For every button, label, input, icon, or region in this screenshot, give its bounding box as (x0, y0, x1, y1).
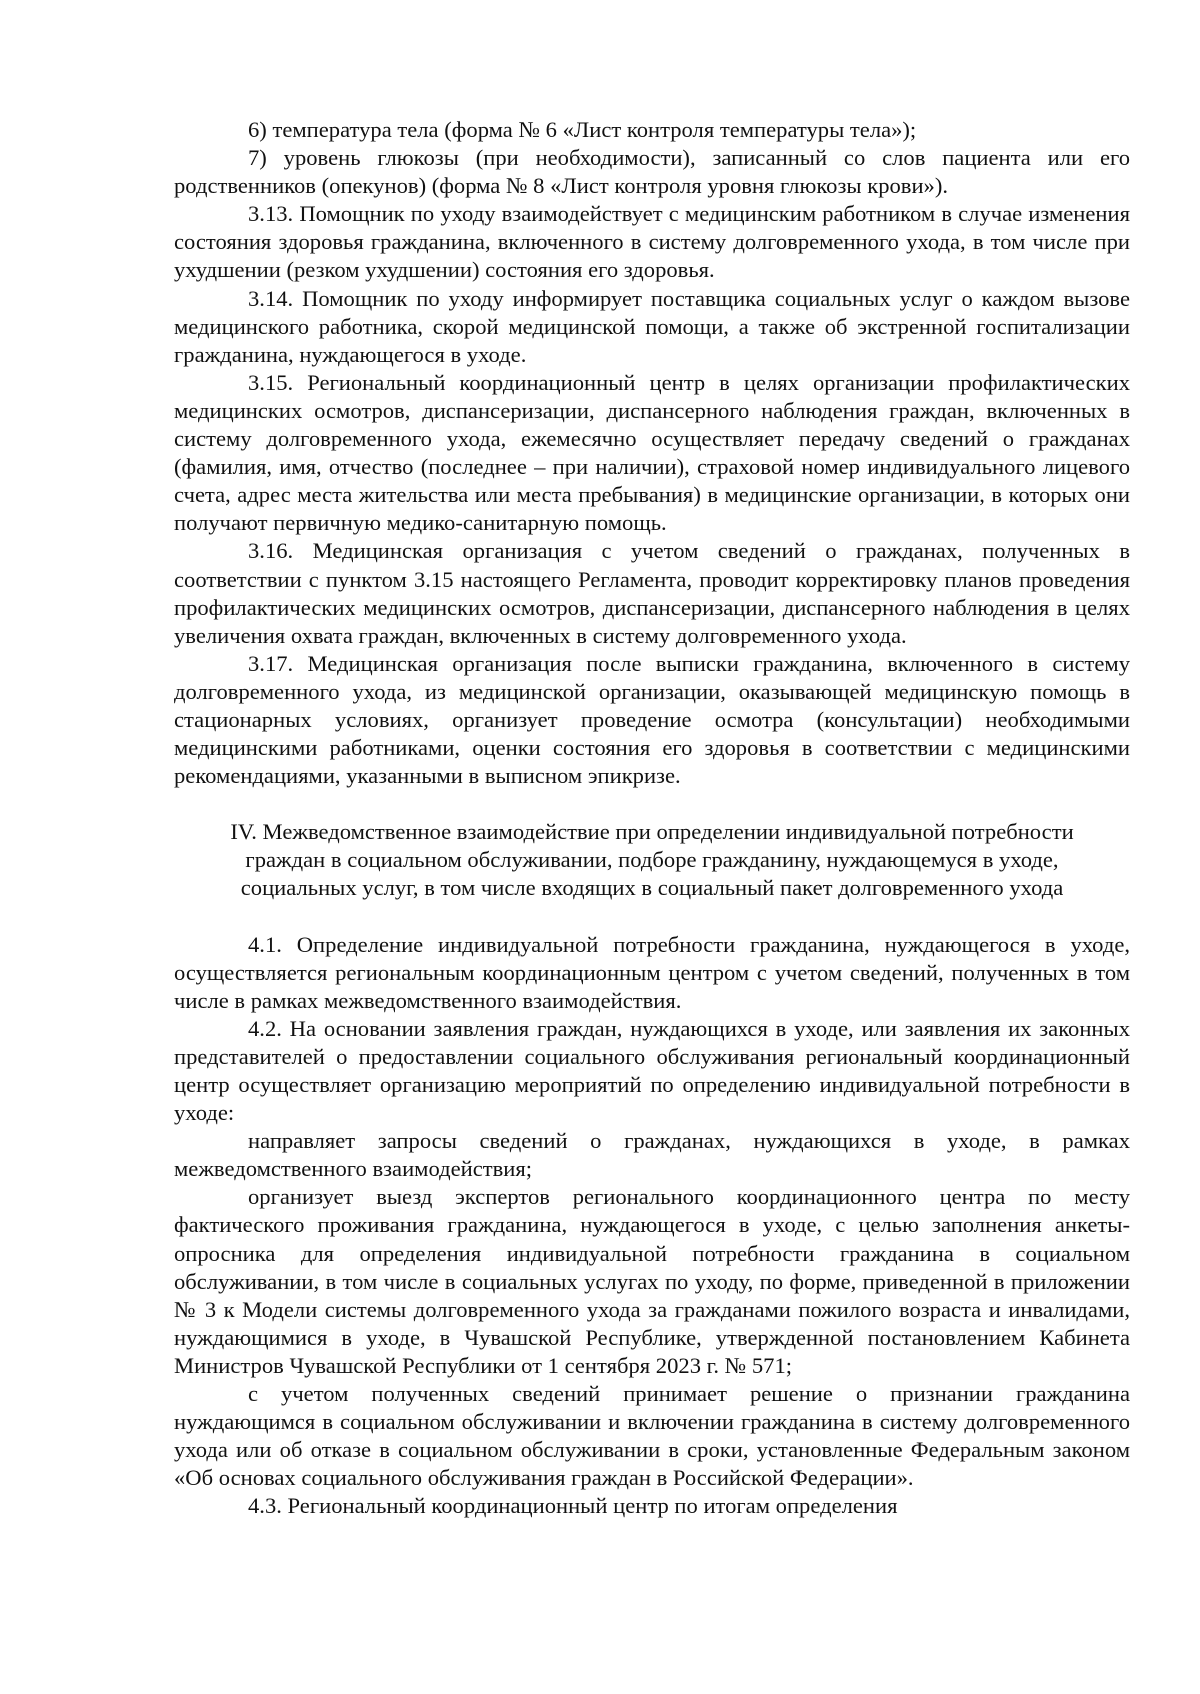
clause-4-2-item-requests: направляет запросы сведений о гражданах, нуждающихся в уходе, в рамках межведомственного взаимодействия; (174, 1128, 1130, 1182)
list-item-temperature: 6) температура тела (форма № 6 «Лист контроля температуры тела»); (248, 117, 917, 142)
clause-4-1: 4.1. Определение индивидуальной потребности гражданина, нуждающегося в уходе, осуществляется региональным координационным центром с учетом сведений, полученных в том числе в рамках межведомственного взаимодействия. (174, 931, 1130, 1013)
list-item-glucose: 7) уровень глюкозы (при необходимости), записанный со слов пациента или его родственников (опекунов) (форма № 8 «Лист контроля уровня глюкозы крови»). (174, 145, 1130, 199)
section-4-heading-line: IV. Межведомственное взаимодействие при определении индивидуальной потребности (230, 819, 1074, 845)
clause-3-16: 3.16. Медицинская организация с учетом сведений о гражданах, полученных в соответствии с пунктом 3.15 настоящего Регламента, проводит корректировку планов проведения профилактических медицинских осмотров, диспансеризации, диспансерного наблюдения в целях увеличения охвата граждан, включенных в систему долговременного ухода. (174, 538, 1130, 648)
clause-3-17: 3.17. Медицинская организация после выписки гражданина, включенного в систему долговременного ухода, из медицинской организации, оказывающей медицинскую помощь в стационарных условиях, организует проведение осмотра (консультации) необходимыми медицинскими работниками, оценки состояния его здоровья в соответствии с медицинскими рекомендациями, указанными в выписном эпикризе. (174, 650, 1130, 789)
clause-4-2-item-decision: с учетом полученных сведений принимает решение о признании гражданина нуждающимся в социальном обслуживании и включении гражданина в систему долговременного ухода или об отказе в социальном обслуживании в сроки, установленные Федеральным законом «Об основах социального обслуживания граждан в Российской Федерации». (174, 1381, 1130, 1491)
section-4-heading-line: социальных услуг, в том числе входящих в социальный пакет долговременного ухода (240, 875, 1064, 901)
clause-4-3: 4.3. Региональный координационный центр по итогам определения (248, 1493, 898, 1519)
document-page (174, 116, 1130, 1521)
section-3 (174, 116, 1130, 790)
section-4-heading-line: граждан в социальном обслуживании, подборе гражданину, нуждающемуся в уходе, (245, 847, 1059, 873)
section-4-heading (174, 818, 1130, 902)
clause-4-2-item-experts: организует выезд экспертов регионального координационного центра по месту фактического проживания гражданина, нуждающегося в уходе, с целью заполнения анкеты-опросника для определения индивидуальной потребности гражданина в социальном обслуживании, в том числе в социальных услугах по уходу, по форме, приведенной в приложении № 3 к Модели системы долговременного ухода за гражданами пожилого возраста и инвалидами, нуждающимися в уходе, в Чувашской Республике, утвержденной постановлением Кабинета Министров Чувашской Республики от 1 сентября 2023 г. № 571; (174, 1184, 1130, 1378)
clause-3-14: 3.14. Помощник по уходу информирует поставщика социальных услуг о каждом вызове медицинского работника, скорой медицинской помощи, а также об экстренной госпитализации гражданина, нуждающегося в уходе. (174, 285, 1130, 367)
clause-3-13: 3.13. Помощник по уходу взаимодействует с медицинским работником в случае изменения состояния здоровья гражданина, включенного в систему долговременного ухода, в том числе при ухудшении (резком ухудшении) состояния его здоровья. (174, 201, 1130, 283)
clause-3-15: 3.15. Региональный координационный центр в целях организации профилактических медицинских осмотров, диспансеризации, диспансерного наблюдения граждан, включенных в систему долговременного ухода, ежемесячно осуществляет передачу сведений о гражданах (фамилия, имя, отчество (последнее – при наличии), страховой номер индивидуального лицевого счета, адрес места жительства или места пребывания) в медицинские организации, в которых они получают первичную медико-санитарную помощь. (174, 369, 1130, 536)
section-4 (174, 931, 1130, 1521)
clause-4-2: 4.2. На основании заявления граждан, нуждающихся в уходе, или заявления их законных представителей о предоставлении социального обслуживания региональный координационный центр осуществляет организацию мероприятий по определению индивидуальной потребности в уходе: (174, 1015, 1130, 1126)
